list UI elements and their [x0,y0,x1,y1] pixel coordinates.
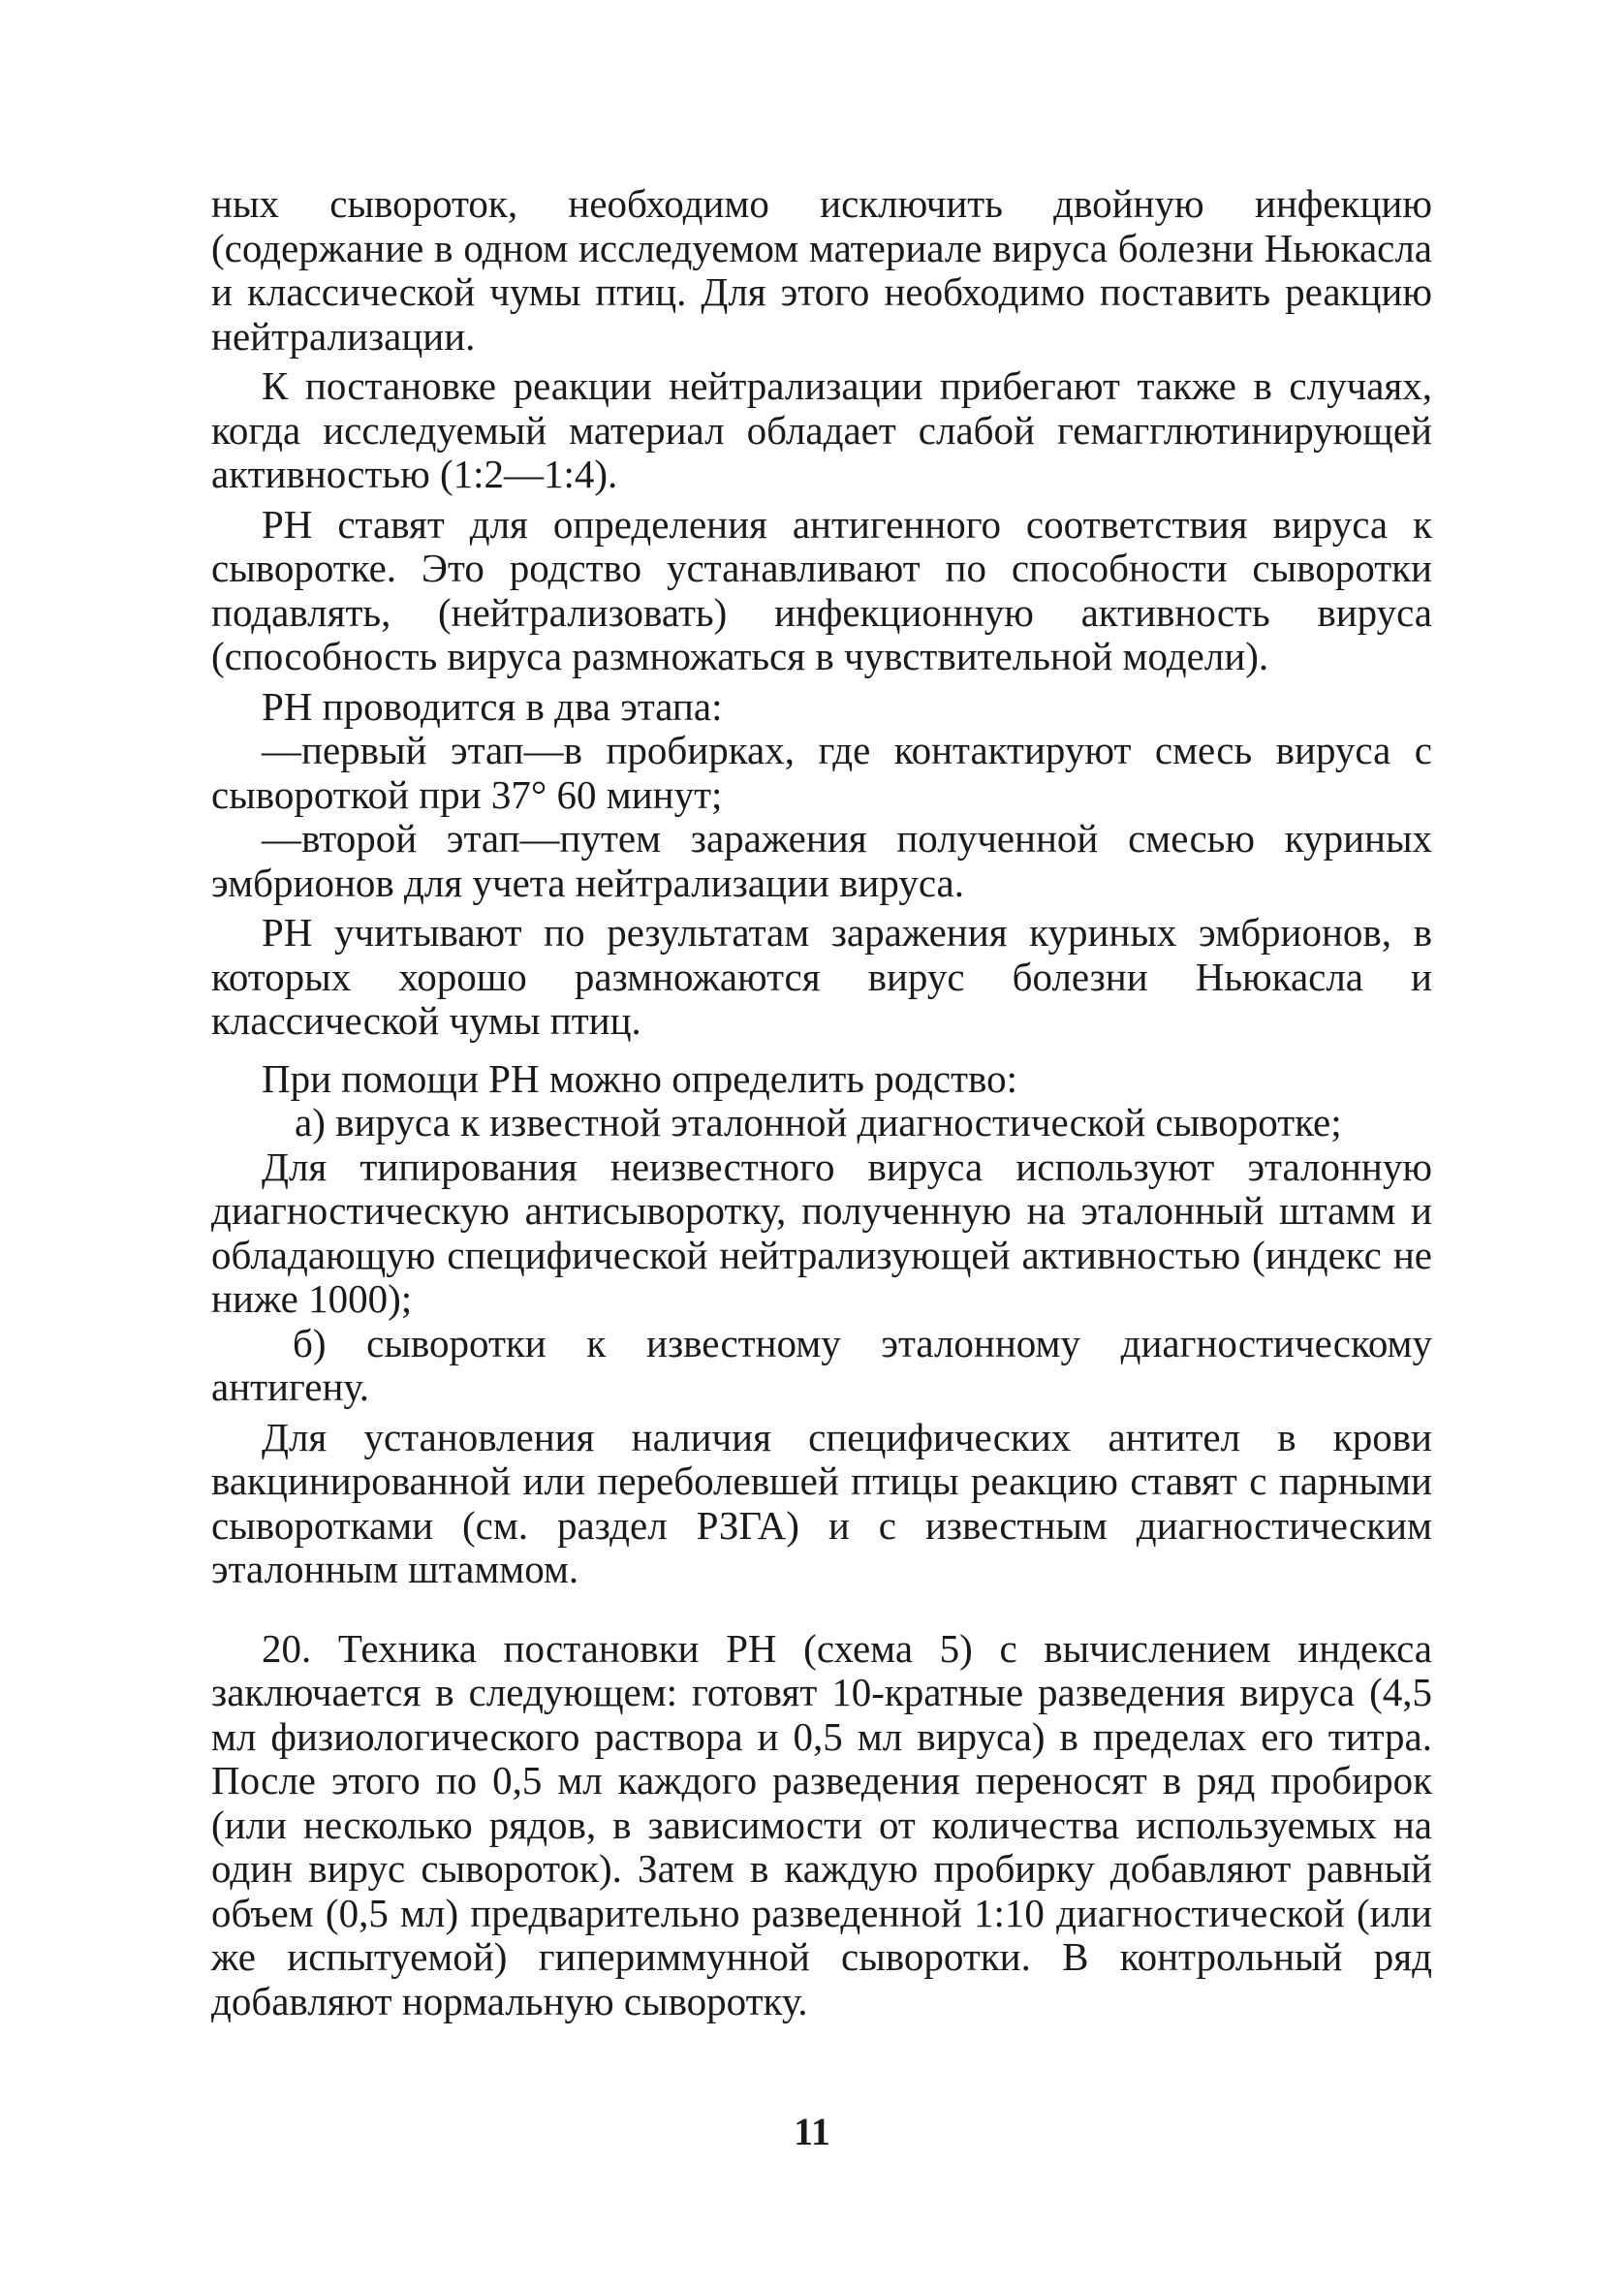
paragraph-stage-two: —второй этап—путем заражения полученной смесью куриных эмбрионов для учета нейтрализации вируса. [211,816,1432,905]
paragraph-rn-kinship: При помощи РН можно определить родство: [262,1055,1017,1101]
paragraph-rn-stages: РН проводится в два этапа: [262,683,723,729]
paragraph-typing: Для типирования неизвестного вируса используют эталонную диагностическую антисыворотку, полученную на эталонный штамм и обладающую специфической нейтрализующей активностью (индекс не ниже 1000); [211,1144,1432,1321]
page-number: 11 [794,2110,830,2153]
paragraph-item-b: б) сыворотки к известному эталонному диагностическому антигену. [211,1320,1432,1409]
paragraph-rn-results: РН учитывают по результатам заражения куриных эмбрионов, в которых хорошо размножаются вирус болезни Ньюкасла и классической чумы птиц. [211,910,1432,1043]
paragraph-rn-purpose: РН ставят для определения антигенного соответствия вируса к сыворотке. Это родство устанавливают по способности сыворотки подавлять, (нейтрализовать) инфекционную активность вируса (способность вируса размножаться в чувствительной модели). [211,501,1432,678]
paragraph-stage-one: —первый этап—в пробирках, где контактируют смесь вируса с сывороткой при 37° 60 минут; [211,728,1432,817]
paragraph-continuation: ных сывороток, необходимо исключить двойную инфекцию (содержание в одном исследуемом материале вируса болезни Ньюкасла и классической чумы птиц. Для этого необходимо поставить реакцию нейтрализации. [211,181,1432,359]
body-text [211,182,1432,2023]
paragraph-neutralization-use: К постановке реакции нейтрализации прибегают также в случаях, когда исследуемый материал обладает слабой гемагглютинирующей активностью (1:2—1:4). [211,363,1432,496]
paragraph-antibodies: Для установления наличия специфических антител в крови вакцинированной или переболевшей птицы реакцию ставят с парными сыворотками (см. раздел РЗГА) и с известным диагностическим эталонным штаммом. [211,1414,1432,1591]
paragraph-technique: 20. Техника постановки РН (схема 5) с вычислением индекса заключается в следующем: готовят 10-кратные разведения вируса (4,5 мл физиологического раствора и 0,5 мл вируса) в пределах его титра. После этого по 0,5 мл каждого разведения переносят в ряд пробирок (или несколько рядов, в зависимости от количества используемых на один вирус сывороток). Затем в каждую пробирку добавляют равный объем (0,5 мл) предварительно разведенной 1:10 диагностической (или же испытуемой) гипериммунной сыворотки. В контрольный ряд добавляют нормальную сыворотку. [211,1625,1432,2023]
paragraph-item-a: а) вируса к известной эталонной диагностической сыворотке; [295,1100,1342,1144]
